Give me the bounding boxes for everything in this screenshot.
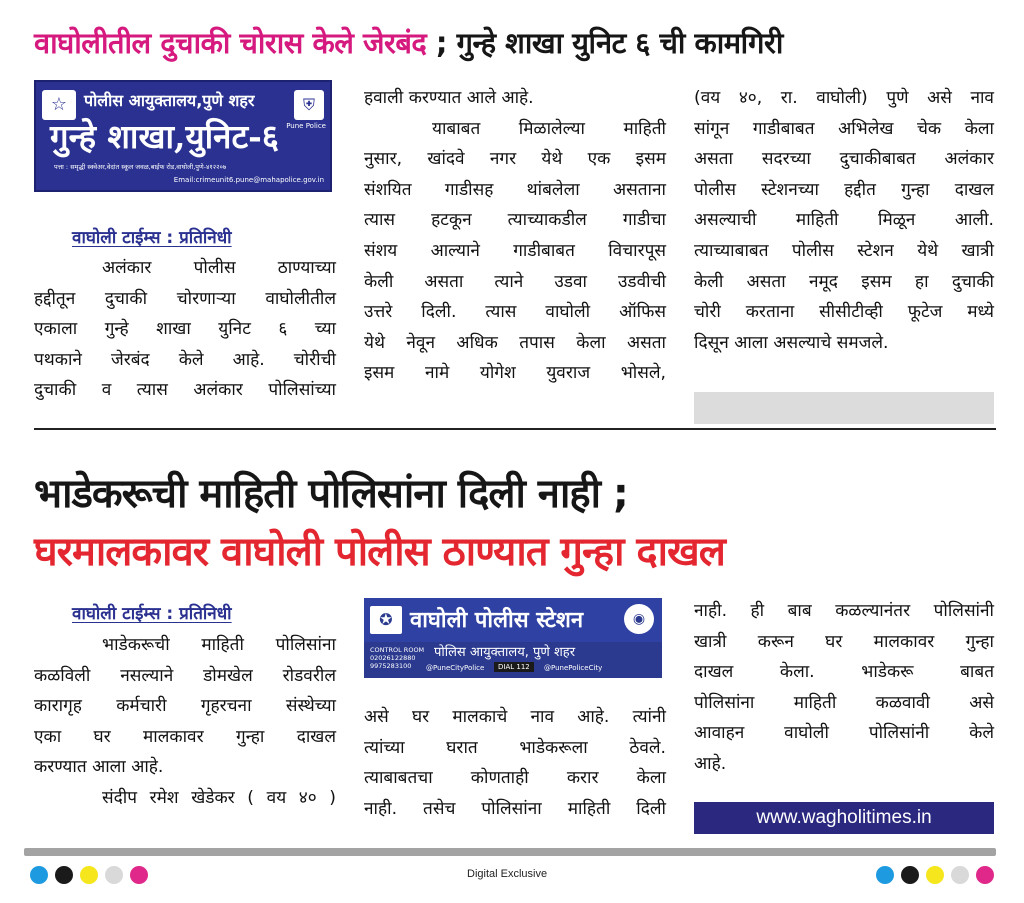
police-seal-icon: ✪: [370, 606, 402, 634]
pune-police-round-logo-icon: ◉: [624, 604, 654, 634]
text-line: असल्याची माहिती मिळून आली.: [694, 210, 994, 231]
color-dot: [30, 866, 48, 884]
text-line: नाही. तसेच पोलिसांना माहिती दिली: [364, 798, 666, 819]
text-line: पोलीस स्टेशनच्या हद्दीत गुन्हा दाखल: [694, 179, 994, 200]
text-line: सांगून गाडीबाबत अभिलेख चेक केला: [694, 118, 994, 139]
text-line: (वय ४०, रा. वाघोली) पुणे असे नाव: [694, 88, 994, 108]
article2-headline-line2: घरमालकावर वाघोली पोलीस ठाण्यात गुन्हा दाखल: [34, 529, 725, 575]
color-dot: [976, 866, 994, 884]
color-dot: [901, 866, 919, 884]
website-link[interactable]: www.wagholitimes.in: [694, 802, 994, 834]
text-line: कळविली नसल्याने डोमखेल रोडवरील: [34, 665, 336, 686]
pune-police-logo-label: Pune Police: [286, 122, 326, 130]
text-line: केली असता त्याने उडवा उडवीची: [364, 271, 666, 292]
text-line: केली असता नमूद इसम हा दुचाकी: [694, 271, 994, 292]
color-dot: [926, 866, 944, 884]
text-line: याबाबत मिळालेल्या माहिती: [432, 118, 666, 139]
text-line: खात्री करून घर मालकावर गुन्हा: [694, 631, 994, 652]
article2-column-3: [694, 596, 994, 780]
text-line: येथे नेवून अधिक तपास केला असता: [364, 332, 666, 353]
social-handle-2: @PunePoliceCity: [544, 664, 603, 672]
text-line: करण्यात आला आहे.: [34, 757, 164, 778]
text-line: त्यास हटकून त्याच्याकडील गाडीचा: [364, 210, 666, 231]
text-line: भाडेकरूची माहिती पोलिसांना: [102, 635, 336, 655]
text-line: असता सदरच्या दुचाकीबाबत अलंकार: [694, 149, 994, 170]
banner2-title: वाघोली पोलीस स्टेशन: [410, 608, 584, 633]
control-room-label: CONTROL ROOM: [370, 646, 425, 654]
color-dot: [105, 866, 123, 884]
article1-headline: [34, 18, 1004, 68]
article1-column-1: [34, 253, 336, 406]
text-line: त्यांच्या घरात भाडेकरूला ठेवले.: [364, 737, 666, 758]
text-line: दिसून आला असल्याचे समजले.: [694, 332, 889, 353]
police-emblem-icon: ☆: [42, 90, 76, 120]
text-line: दुचाकी व त्यास अलंकार पोलिसांच्या: [34, 380, 336, 401]
text-line: पोलिसांना माहिती कळवावी असे: [694, 692, 994, 713]
banner-address: पत्ता : समृद्धी स्क्वेअर,वेदांत स्कूल जवळ,बाईफ रोड,वाघोली,पुणे-४१२२०७: [54, 163, 227, 171]
color-dot: [876, 866, 894, 884]
color-dot: [80, 866, 98, 884]
article2-byline: वाघोली टाईम्स : प्रतिनिधी: [72, 604, 232, 624]
banner-unit-title: गुन्हे शाखा,युनिट-६: [50, 117, 279, 156]
color-dot: [951, 866, 969, 884]
article1-headline-main: वाघोलीतील दुचाकी चोरास केले जेरबंद: [34, 26, 427, 60]
color-dot: [130, 866, 148, 884]
text-line: असे घर मालकाचे नाव आहे. त्यांनी: [364, 707, 666, 727]
text-line: आवाहन वाघोली पोलिसांनी केले: [694, 723, 994, 744]
text-line: त्याबाबतचा कोणताही करार केला: [364, 768, 666, 789]
banner-commissionerate: पोलीस आयुक्तालय,पुणे शहर: [84, 91, 255, 110]
article1-byline: वाघोली टाईम्स : प्रतिनिधी: [72, 228, 232, 248]
social-handle-1: @PuneCityPolice: [426, 664, 485, 672]
text-line: नाही. ही बाब कळल्यानंतर पोलिसांनी: [694, 601, 994, 621]
text-line: हवाली करण्यात आले आहे.: [364, 88, 534, 108]
control-room-phone2: 9975283100: [370, 662, 412, 670]
wagholi-police-station-banner: [364, 598, 662, 678]
text-line: आहे.: [694, 753, 727, 774]
article2-column-1: [34, 630, 336, 814]
banner-email: Email:crimeunit6.pune@mahapolice.gov.in: [173, 176, 324, 184]
color-dot: [55, 866, 73, 884]
article1-column-2: [364, 83, 666, 389]
control-room-phone1: 02026122880: [370, 654, 416, 662]
text-line: दाखल केला. भाडेकरू बाबत: [694, 662, 994, 683]
article2-headline-line1: भाडेकरूची माहिती पोलिसांना दिली नाही ;: [34, 471, 628, 517]
article2-column-2: [364, 702, 666, 824]
text-line: संशयित गाडीसह थांबलेला असताना: [364, 179, 666, 200]
text-line: त्याच्याबाबत पोलीस स्टेशन येथे खात्री: [694, 240, 994, 261]
article1-column-3: [694, 83, 994, 358]
footer-label: Digital Exclusive: [467, 868, 548, 880]
text-line: संदीप रमेश खेडेकर ( वय ४० ): [102, 787, 336, 808]
crime-branch-banner: [34, 80, 332, 192]
banner2-subtitle: पोलिस आयुक्तालय, पुणे शहर: [434, 645, 576, 660]
text-line: एकाला गुन्हे शाखा युनिट ६ च्या: [34, 319, 336, 340]
text-line: अलंकार पोलीस ठाण्याच्या: [102, 258, 336, 278]
footer-rule: [24, 848, 996, 856]
text-line: चोरी करताना सीसीटीव्ही फूटेज मध्ये: [694, 302, 994, 323]
section-divider: [34, 428, 996, 430]
text-line: नुसार, खांदवे नगर येथे एक इसम: [364, 149, 666, 170]
pune-police-logo-icon: ⛨: [294, 90, 324, 120]
dial-112-badge: DIAL 112: [494, 662, 534, 672]
text-line: उत्तरे दिली. त्यास वाघोली ऑफिस: [364, 302, 666, 323]
color-dots-right: [876, 866, 994, 884]
control-room-info: [370, 646, 424, 670]
text-line: एका घर मालकावर गुन्हा दाखल: [34, 726, 336, 747]
text-line: पथकाने जेरबंद केले आहे. चोरीची: [34, 349, 336, 370]
text-line: कारागृह कर्मचारी गृहरचना संस्थेच्या: [34, 696, 336, 717]
blank-gray-box: [694, 392, 994, 424]
text-line: संशय आल्याने गाडीबाबत विचारपूस: [364, 240, 666, 261]
article1-headline-sub: ; गुन्हे शाखा युनिट ६ ची कामगिरी: [426, 26, 783, 60]
text-line: इसम नामे योगेश युवराज भोसले,: [364, 363, 666, 384]
text-line: हद्दीतून दुचाकी चोरणाऱ्या वाघोलीतील: [34, 288, 336, 309]
color-dots-left: [30, 866, 148, 884]
